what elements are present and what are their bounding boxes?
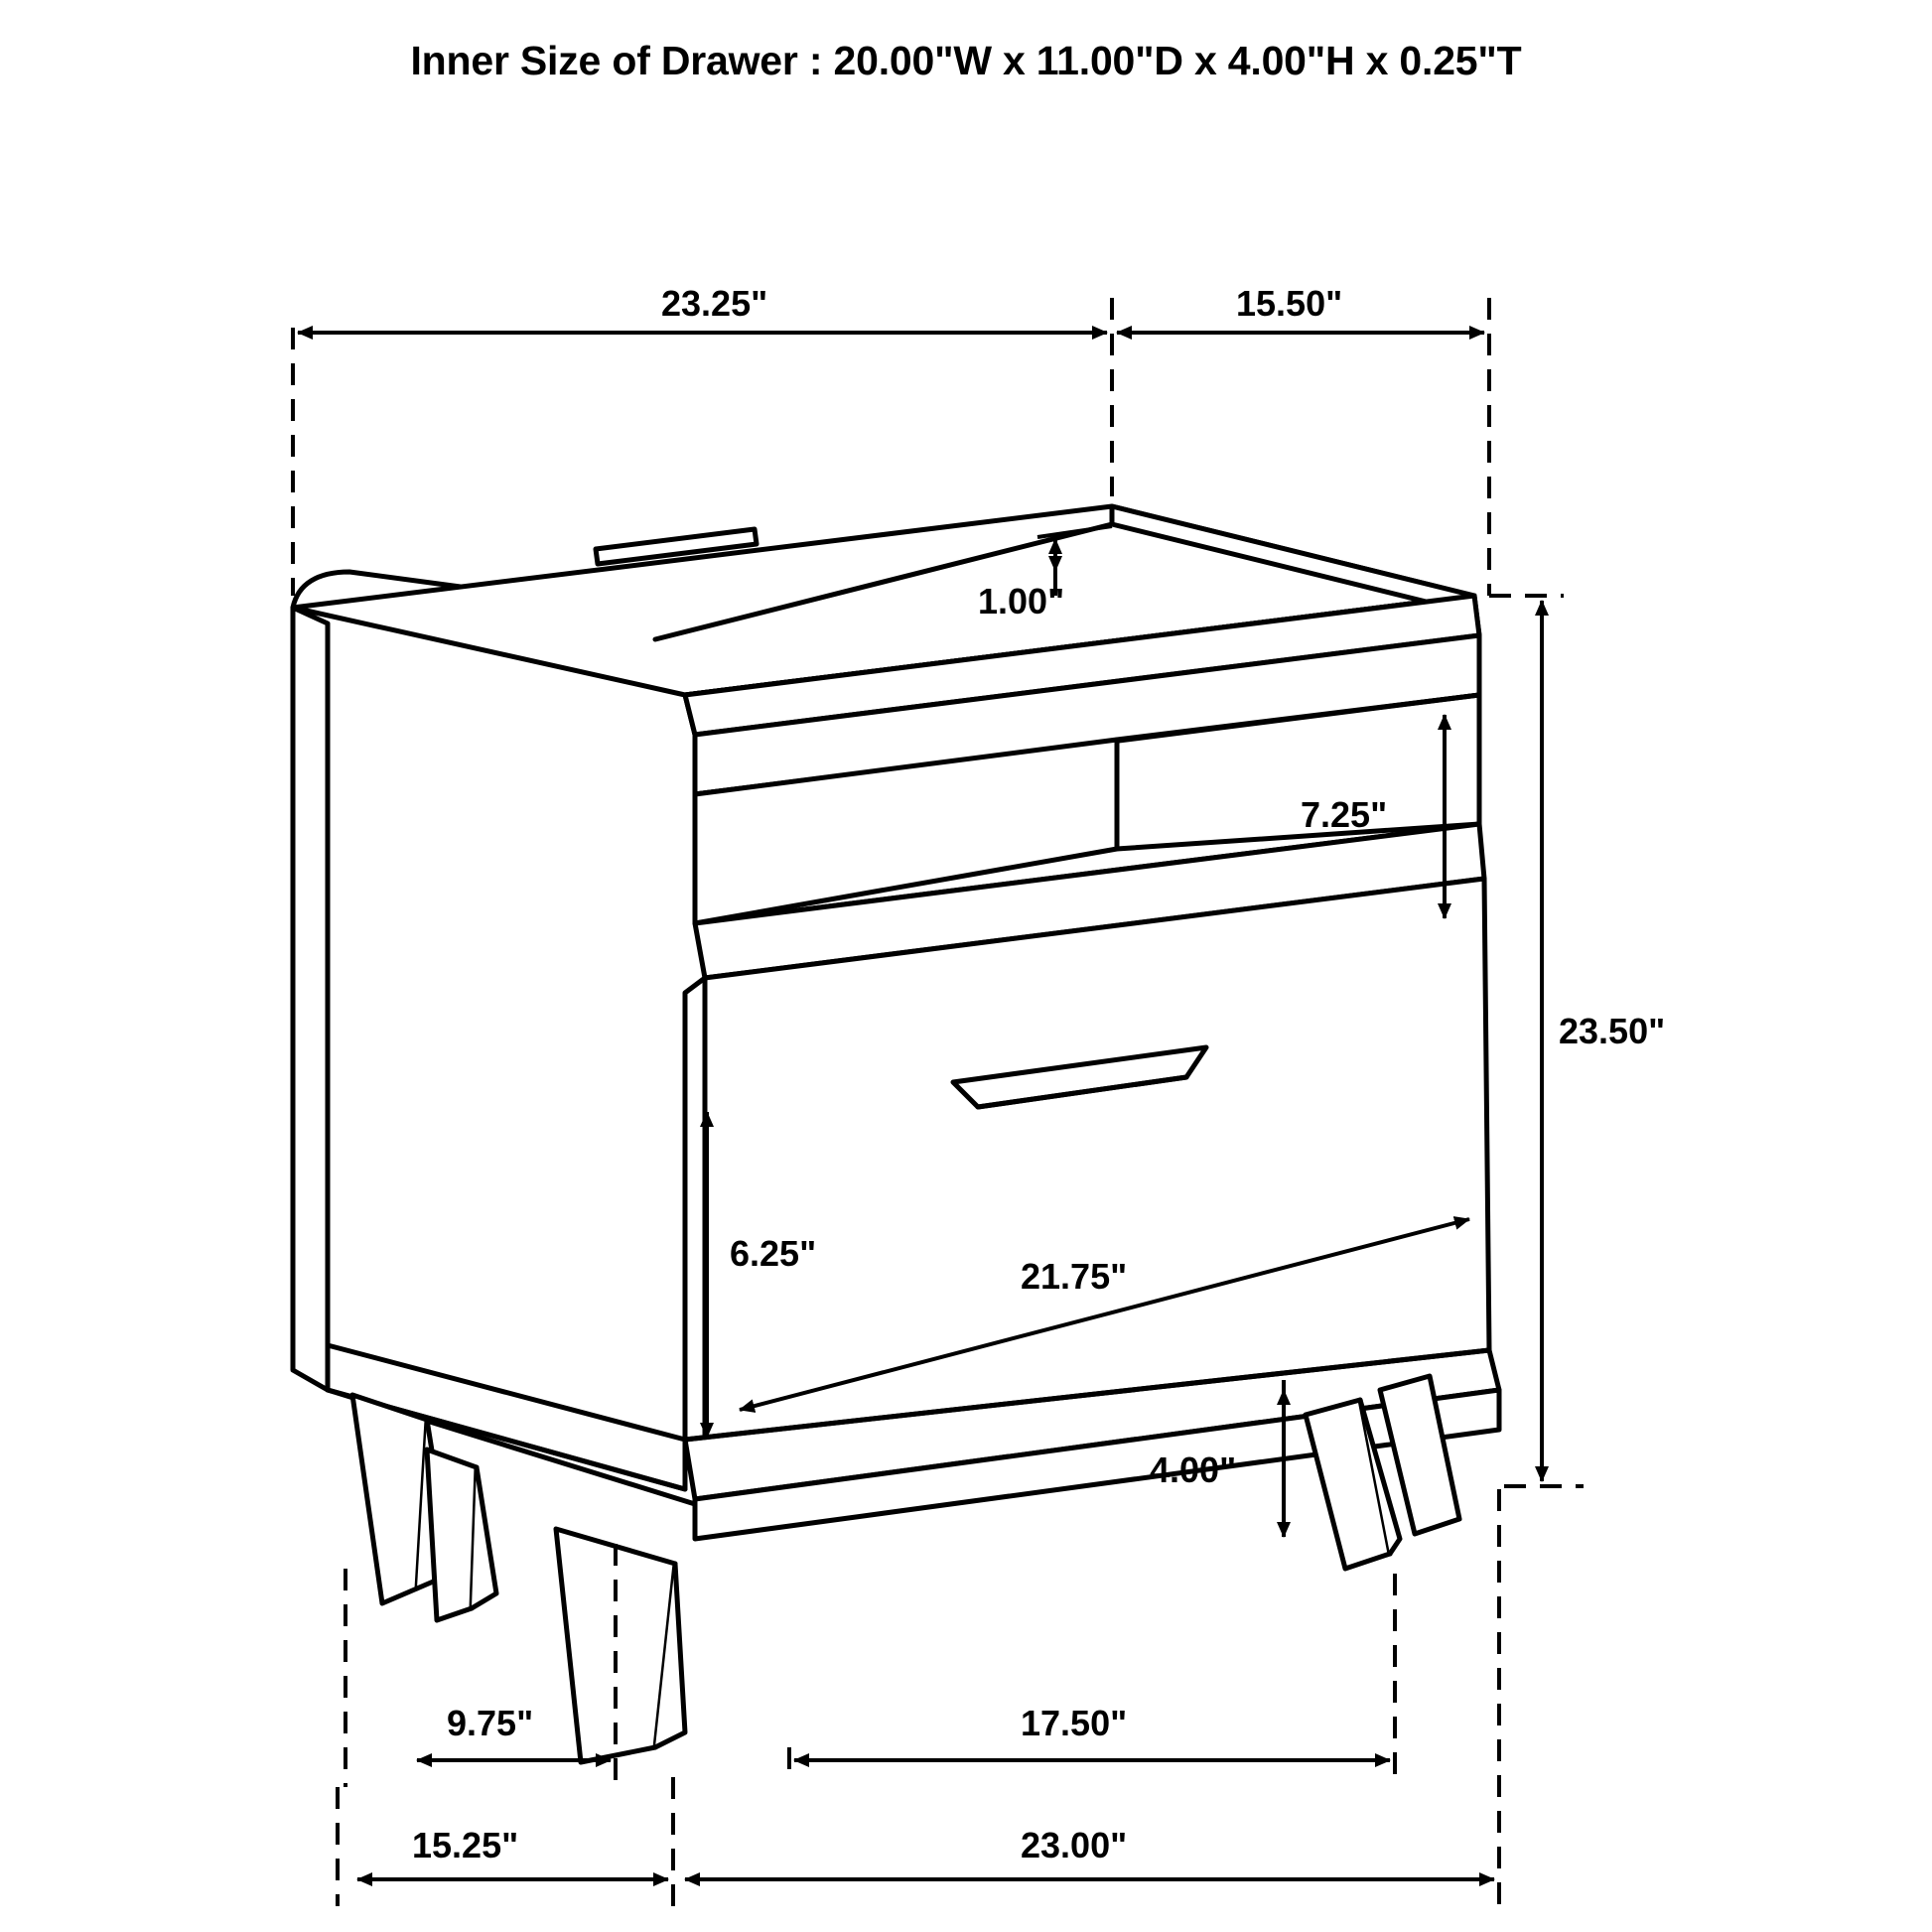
dimension-label-leg-span-front: 17.50" [1021, 1703, 1128, 1743]
dimension-label-drawer-height: 6.25" [730, 1233, 817, 1274]
dimension-label-base-width: 23.00" [1021, 1825, 1128, 1865]
dimension-label-base-depth: 15.25" [412, 1825, 519, 1865]
dimension-label-leg-span-side: 9.75" [447, 1703, 534, 1743]
dimension-label-overall-height: 23.50" [1559, 1011, 1666, 1051]
dimension-label-shelf-opening: 7.25" [1301, 794, 1388, 835]
dimension-label-top-width-side: 15.50" [1236, 283, 1343, 324]
dimension-label-top-lip-height: 1.00" [978, 581, 1065, 621]
page-title: Inner Size of Drawer : 20.00"W x 11.00"D x 4.00"H x 0.25"T [410, 38, 1522, 83]
dimension-label-top-width-front: 23.25" [661, 283, 768, 324]
dimension-label-leg-height: 4.00" [1150, 1449, 1237, 1490]
dimension-label-drawer-width: 21.75" [1021, 1256, 1128, 1297]
